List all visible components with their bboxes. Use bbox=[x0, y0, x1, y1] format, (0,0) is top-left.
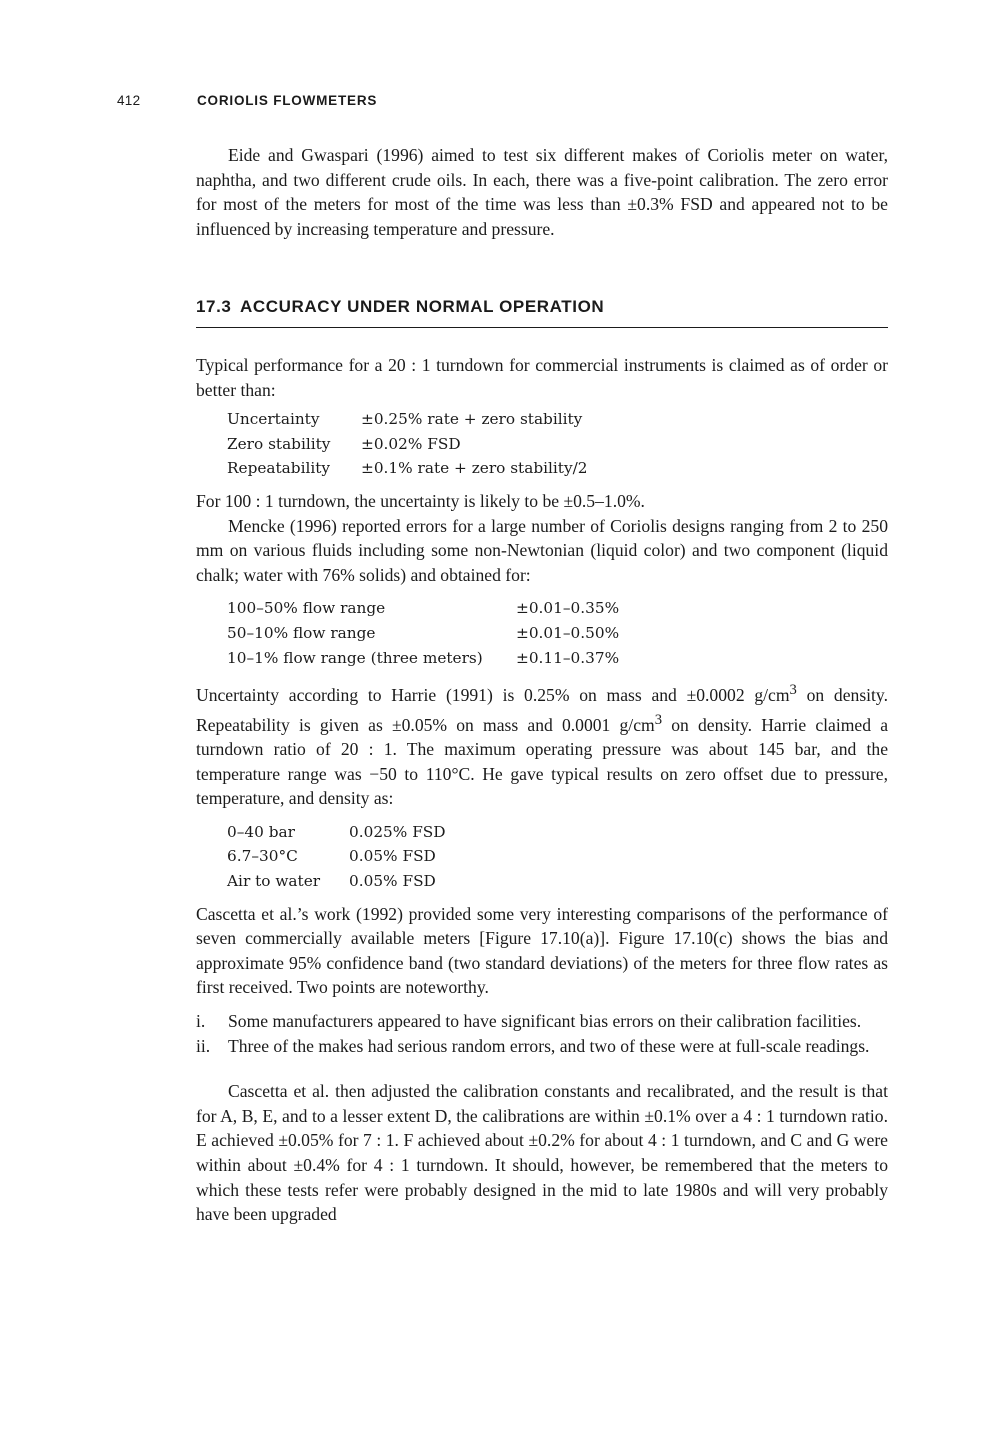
superscript-3: 3 bbox=[654, 711, 663, 728]
paragraph-typical-performance: Typical performance for a 20 : 1 turndown for commercial instruments is claimed as of order or better than: bbox=[196, 354, 888, 400]
section-heading bbox=[196, 295, 888, 328]
table-row bbox=[227, 844, 446, 869]
paragraph-harrie-part-2: on density. Repeatability is given as ±0.05% on mass and 0.0001 g/cm bbox=[196, 684, 888, 735]
paragraph-recalibration: Cascetta et al. then adjusted the calibration constants and recalibrated, and the result is that for A, B, E, and to a lesser extent D, the calibrations are within ±0.1% over a 4 : 1 turndown ratio. E achieved ±0.05% for 7 : 1. F achieved about ±0.2% for about 4 : 1 turndown, and C and G were within about ±0.4% for 4 : 1 turndown. It should, however, be remembered that the meters to which these tests refer were probably designed in the mid to late 1980s and will very probably have been upgraded bbox=[196, 1081, 888, 1225]
table-cell-value: ±0.01–0.35% bbox=[516, 599, 620, 618]
table-cell-label: Air to water bbox=[227, 871, 321, 890]
paragraph-harrie-part-1: Uncertainty according to Harrie (1991) is 0.25% on mass and ±0.0002 g/cm bbox=[196, 684, 790, 705]
table-cell-label: 10–1% flow range (three meters) bbox=[227, 648, 483, 667]
page-number: 412 bbox=[117, 93, 141, 108]
spec-table bbox=[227, 407, 587, 481]
table-row bbox=[227, 646, 619, 671]
table-row bbox=[227, 596, 619, 621]
paragraph-turndown: For 100 : 1 turndown, the uncertainty is likely to be ±0.5–1.0%. bbox=[196, 490, 645, 511]
table-row bbox=[227, 456, 587, 481]
table-cell-label: Repeatability bbox=[227, 459, 331, 478]
flow-range-table bbox=[227, 596, 619, 670]
list-item-text: Some manufacturers appeared to have significant bias errors on their calibration facilities. bbox=[228, 1010, 862, 1031]
section-number: 17.3 bbox=[196, 297, 232, 317]
noteworthy-points-list bbox=[196, 1009, 888, 1058]
table-cell-label: 6.7–30°C bbox=[227, 847, 298, 866]
table-row bbox=[227, 820, 446, 845]
table-cell-value: ±0.02% FSD bbox=[361, 434, 461, 453]
section-title: ACCURACY UNDER NORMAL OPERATION bbox=[240, 297, 605, 317]
table-row bbox=[227, 407, 587, 432]
superscript-3: 3 bbox=[789, 682, 797, 699]
table-cell-label: 100–50% flow range bbox=[227, 599, 386, 618]
table-cell-value: 0.025% FSD bbox=[349, 822, 446, 841]
table-cell-value: ±0.01–0.50% bbox=[516, 623, 620, 642]
table-row bbox=[227, 869, 446, 894]
list-item-text: Three of the makes had serious random errors, and two of these were at full-scale readings. bbox=[228, 1035, 870, 1056]
table-cell-value: 0.05% FSD bbox=[349, 871, 436, 890]
table-row bbox=[227, 621, 619, 646]
table-cell-label: Uncertainty bbox=[227, 410, 320, 429]
paragraph-eide: Eide and Gwaspari (1996) aimed to test six different makes of Coriolis meter on water, naphtha, and two different crude oils. In each, there was a five-point calibration. The zero error for most of the meters for most of the time was less than ±0.3% FSD and appeared not to be influenced by increasing temperature and pressure. bbox=[196, 145, 888, 239]
list-marker: i. bbox=[196, 1010, 206, 1031]
table-cell-value: 0.05% FSD bbox=[349, 847, 436, 866]
running-head bbox=[117, 93, 377, 108]
table-cell-value: ±0.11–0.37% bbox=[516, 648, 620, 667]
table-cell-label: 50–10% flow range bbox=[227, 623, 376, 642]
paragraph-cascetta: Cascetta et al.’s work (1992) provided some very interesting comparisons of the performance of seven commercially available meters [Figure 17.10(a)]. Figure 17.10(c) shows the bias and approximate 95% confidence band (two standard deviations) of the meters for three flow rates as first received. Two points are noteworthy. bbox=[196, 903, 888, 998]
zero-offset-table bbox=[227, 820, 446, 894]
running-title: CORIOLIS FLOWMETERS bbox=[197, 93, 378, 108]
list-marker: ii. bbox=[196, 1035, 211, 1056]
paragraph-harrie bbox=[196, 678, 888, 811]
list-item bbox=[196, 1009, 888, 1034]
table-cell-label: Zero stability bbox=[227, 434, 331, 453]
table-cell-label: 0–40 bar bbox=[227, 822, 295, 841]
table-cell-value: ±0.1% rate + zero stability/2 bbox=[361, 459, 588, 478]
paragraph-harrie-part-3: on density. Harrie claimed a turndown ratio of 20 : 1. The maximum operating pressure was about 145 bar, and the temperature range was −50 to 110°C. He gave typical results on zero offset due to pressure, temperature, and density as: bbox=[196, 714, 888, 809]
page-body bbox=[196, 143, 888, 1227]
paragraph-mencke: Mencke (1996) reported errors for a large number of Coriolis designs ranging from 2 to 250 mm on various fluids including some non-Newtonian (liquid color) and two component (liquid chalk; water with 76% solids) and obtained for: bbox=[196, 515, 888, 585]
table-row bbox=[227, 432, 587, 457]
list-item bbox=[196, 1034, 888, 1059]
table-cell-value: ±0.25% rate + zero stability bbox=[361, 410, 583, 429]
